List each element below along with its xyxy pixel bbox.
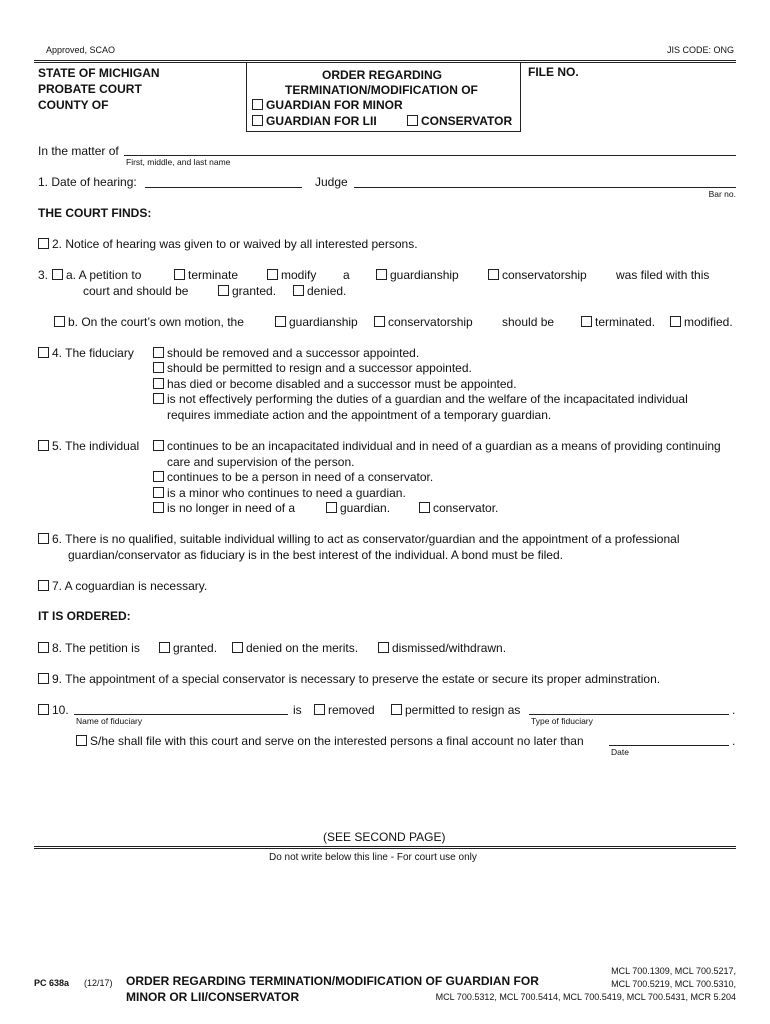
item-5-opt-2-checkbox[interactable] <box>153 471 164 482</box>
item-3a-a: a <box>343 268 350 282</box>
modified-checkbox[interactable] <box>670 316 681 327</box>
modify-checkbox[interactable] <box>267 269 278 280</box>
judge-label: Judge <box>315 175 348 189</box>
item-5-opt-2-label: continues to be a person in need of a conservator. <box>167 470 434 484</box>
item-3b-conservatorship[interactable] <box>374 315 473 329</box>
item-10-removed[interactable] <box>314 703 375 717</box>
item-8-dismissed[interactable] <box>378 641 506 655</box>
see-second-page: (SEE SECOND PAGE) <box>323 830 446 844</box>
item-3a-checkbox[interactable] <box>52 269 63 280</box>
item-3b-conservatorship-checkbox[interactable] <box>374 316 385 327</box>
item-7[interactable] <box>38 579 207 593</box>
modify-label: modify <box>281 268 317 282</box>
item-3b-checkbox[interactable] <box>54 316 65 327</box>
removed-checkbox[interactable] <box>314 704 325 715</box>
item-4-checkbox[interactable] <box>38 347 49 358</box>
item-3a-terminate[interactable] <box>174 268 238 282</box>
guardian-minor-label: GUARDIAN FOR MINOR <box>266 98 403 112</box>
header-divider-1 <box>246 62 247 132</box>
item-3b-conservatorship-label: conservatorship <box>388 315 473 329</box>
item-5-opt-4-label: is no longer in need of a <box>167 501 296 515</box>
terminated-checkbox[interactable] <box>581 316 592 327</box>
item-9-text: 9. The appointment of a special conservator is necessary to preserve the estate or secure its proper adminstration. <box>52 672 661 686</box>
item-10-permitted[interactable] <box>391 703 520 717</box>
item-10-checkbox[interactable] <box>38 704 49 715</box>
item-4-opt-2-checkbox[interactable] <box>153 362 164 373</box>
court-use-rule-1 <box>34 846 736 847</box>
item-4-text: 4. The fiduciary <box>52 346 134 360</box>
item-3a-modify[interactable] <box>267 268 316 282</box>
option-guardian-minor[interactable] <box>252 98 403 112</box>
form-title-1: ORDER REGARDING TERMINATION/MODIFICATION OF GUARDIAN FOR <box>126 974 539 988</box>
item-3b-guardianship-checkbox[interactable] <box>275 316 286 327</box>
court-county: COUNTY OF <box>38 98 109 112</box>
item-5-opt-4-guardian[interactable] <box>326 501 390 515</box>
option-conservator[interactable] <box>407 114 512 128</box>
permitted-label: permitted to resign as <box>405 703 521 717</box>
title-line-2: TERMINATION/MODIFICATION OF <box>285 83 478 97</box>
granted-checkbox[interactable] <box>218 285 229 296</box>
item-6-cont: guardian/conservator as fiduciary is in the best interest of the individual. A bond must be filed. <box>68 548 563 562</box>
form-date: (12/17) <box>84 978 113 988</box>
fiduciary-type-line[interactable] <box>529 714 729 715</box>
item-3b-modified[interactable] <box>670 315 733 329</box>
hearing-date-line[interactable] <box>145 187 302 188</box>
header-divider-2 <box>520 62 521 132</box>
matter-sub: First, middle, and last name <box>126 157 231 167</box>
item-5-opt-4-conservator[interactable] <box>419 501 498 515</box>
matter-name-line[interactable] <box>124 155 736 156</box>
account-period: . <box>732 734 736 748</box>
account-text: S/he shall file with this court and serve on the interested persons a final account no later than <box>90 734 584 748</box>
account-row[interactable] <box>76 734 584 748</box>
header-top-rule-2 <box>34 62 736 63</box>
item-2[interactable] <box>38 237 418 251</box>
item-5-opt-1-label: continues to be an incapacitated individual and in need of a guardian as a means of providing continuing <box>167 439 721 453</box>
mcl-line-1: MCL 700.1309, MCL 700.5217, <box>611 966 736 976</box>
item-6[interactable] <box>38 532 680 546</box>
item-6-checkbox[interactable] <box>38 533 49 544</box>
item-5-conservator-label: conservator. <box>433 501 499 515</box>
court-use-note: Do not write below this line - For court use only <box>269 852 477 863</box>
item-3b-text: b. On the court’s own motion, the <box>68 315 244 329</box>
terminate-label: terminate <box>188 268 239 282</box>
guardianship-checkbox[interactable] <box>376 269 387 280</box>
item-3a-granted[interactable] <box>218 284 276 298</box>
item-6-text: 6. There is no qualified, suitable individual willing to act as conservator/guardian and the appointment of a professional <box>52 532 680 546</box>
item-5-opt-4-checkbox[interactable] <box>153 502 164 513</box>
item-3a[interactable] <box>52 268 141 282</box>
item-5-opt-1-checkbox[interactable] <box>153 440 164 451</box>
mcl-line-3: MCL 700.5312, MCL 700.5414, MCL 700.5419, MCL 700.5431, MCR 5.204 <box>435 992 736 1002</box>
matter-label: In the matter of <box>38 144 119 158</box>
guardianship-label: guardianship <box>390 268 459 282</box>
fiduciary-type-sub: Type of fiduciary <box>531 716 593 726</box>
item-8-dismissed-label: dismissed/withdrawn. <box>392 641 507 655</box>
item-3a-guardianship[interactable] <box>376 268 459 282</box>
conservator-label: CONSERVATOR <box>421 114 513 128</box>
item-4-opt-3[interactable] <box>153 377 517 391</box>
header-bottom-rule <box>246 131 520 132</box>
item-10[interactable] <box>38 703 69 717</box>
file-no-label: FILE NO. <box>528 65 579 79</box>
item-3-prefix: 3. <box>38 268 49 282</box>
item-3b-guardianship-label: guardianship <box>289 315 358 329</box>
account-checkbox[interactable] <box>76 735 87 746</box>
item-3a-denied[interactable] <box>293 284 346 298</box>
conservatorship-label: conservatorship <box>502 268 587 282</box>
terminated-label: terminated. <box>595 315 656 329</box>
item-7-text: 7. A coguardian is necessary. <box>52 579 208 593</box>
granted-label: granted. <box>232 284 277 298</box>
court-finds-heading: THE COURT FINDS: <box>38 206 152 220</box>
fiduciary-name-line[interactable] <box>74 714 288 715</box>
item-3a-text: a. A petition to <box>66 268 142 282</box>
modified-label: modified. <box>684 315 733 329</box>
court-state: STATE OF MICHIGAN <box>38 66 160 80</box>
fiduciary-name-sub: Name of fiduciary <box>76 716 143 726</box>
guardian-minor-checkbox[interactable] <box>252 99 263 110</box>
bar-no-label: Bar no. <box>708 189 736 199</box>
item-7-checkbox[interactable] <box>38 580 49 591</box>
item-5-checkbox[interactable] <box>38 440 49 451</box>
item-4-cont: requires immediate action and the appointment of a temporary guardian. <box>167 408 552 422</box>
ordered-heading: IT IS ORDERED: <box>38 609 131 623</box>
item-5-opt-2[interactable] <box>153 470 433 484</box>
jis-code: JIS CODE: ONG <box>666 45 734 55</box>
approved-label: Approved, SCAO <box>46 45 116 55</box>
item-9[interactable] <box>38 672 660 686</box>
conservator-checkbox[interactable] <box>407 115 418 126</box>
item-4[interactable] <box>38 346 134 360</box>
item-8-granted[interactable] <box>159 641 217 655</box>
item-4-opt-2[interactable] <box>153 361 472 375</box>
permitted-checkbox[interactable] <box>391 704 402 715</box>
item-5-opt-1[interactable] <box>153 439 721 453</box>
item-3a-line2: court and should be <box>83 284 189 298</box>
court-use-rule-2 <box>34 848 736 849</box>
account-date-line[interactable] <box>609 745 729 746</box>
terminate-checkbox[interactable] <box>174 269 185 280</box>
item-4-opt-3-label: has died or become disabled and a successor must be appointed. <box>167 377 517 391</box>
item-4-opt-4-checkbox[interactable] <box>153 393 164 404</box>
item-5-opt-4[interactable] <box>153 501 295 515</box>
item-8-denied-checkbox[interactable] <box>232 642 243 653</box>
form-id: PC 638a <box>34 978 70 988</box>
item-5-conservator-checkbox[interactable] <box>419 502 430 513</box>
item-3b-guardianship[interactable] <box>275 315 358 329</box>
header-top-rule <box>34 60 736 61</box>
item-2-checkbox[interactable] <box>38 238 49 249</box>
item-5-opt-1-cont: care and supervision of the person. <box>167 455 355 469</box>
item-10-is: is <box>293 703 302 717</box>
item-4-opt-2-label: should be permitted to resign and a successor appointed. <box>167 361 472 375</box>
item-4-opt-3-checkbox[interactable] <box>153 378 164 389</box>
item-8-denied[interactable] <box>232 641 358 655</box>
item-8-granted-label: granted. <box>173 641 218 655</box>
item-4-opt-4-label: is not effectively performing the duties of a guardian and the welfare of the incapacitated individual <box>167 392 688 406</box>
item-8-dismissed-checkbox[interactable] <box>378 642 389 653</box>
denied-checkbox[interactable] <box>293 285 304 296</box>
item-8-granted-checkbox[interactable] <box>159 642 170 653</box>
item-5[interactable] <box>38 439 139 453</box>
item-8[interactable] <box>38 641 140 655</box>
court-info <box>38 65 160 113</box>
guardian-lii-checkbox[interactable] <box>252 115 263 126</box>
item-10-period: . <box>732 703 736 717</box>
judge-line[interactable] <box>354 187 736 188</box>
item-5-guardian-checkbox[interactable] <box>326 502 337 513</box>
item-5-text: 5. The individual <box>52 439 140 453</box>
item-5-opt-3[interactable] <box>153 486 406 500</box>
denied-label: denied. <box>307 284 347 298</box>
conservatorship-checkbox[interactable] <box>488 269 499 280</box>
item-3a-filed: was filed with this <box>616 268 710 282</box>
item-4-opt-4[interactable] <box>153 392 688 406</box>
option-guardian-lii[interactable] <box>252 114 377 128</box>
item-2-text: 2. Notice of hearing was given to or waived by all interested persons. <box>52 237 418 251</box>
item-5-opt-3-checkbox[interactable] <box>153 487 164 498</box>
item-8-denied-label: denied on the merits. <box>246 641 359 655</box>
item-3b-terminated[interactable] <box>581 315 655 329</box>
item-9-checkbox[interactable] <box>38 673 49 684</box>
mcl-line-2: MCL 700.5219, MCL 700.5310, <box>611 979 736 989</box>
item-3a-conservatorship[interactable] <box>488 268 587 282</box>
hearing-label: 1. Date of hearing: <box>38 175 137 189</box>
guardian-lii-label: GUARDIAN FOR LII <box>266 114 377 128</box>
item-3b[interactable] <box>54 315 244 329</box>
item-3b-shouldbe: should be <box>502 315 555 329</box>
item-5-opt-3-label: is a minor who continues to need a guardian. <box>167 486 406 500</box>
item-8-text: 8. The petition is <box>52 641 140 655</box>
title-line-1: ORDER REGARDING <box>322 68 443 82</box>
item-4-opt-1-label: should be removed and a successor appointed. <box>167 346 420 360</box>
item-4-opt-1-checkbox[interactable] <box>153 347 164 358</box>
removed-label: removed <box>328 703 375 717</box>
form-title-2: MINOR OR LII/CONSERVATOR <box>126 990 300 1004</box>
account-date-sub: Date <box>611 747 629 757</box>
item-10-text: 10. <box>52 703 69 717</box>
item-4-opt-1[interactable] <box>153 346 419 360</box>
item-8-checkbox[interactable] <box>38 642 49 653</box>
item-5-guardian-label: guardian. <box>340 501 391 515</box>
court-type: PROBATE COURT <box>38 82 142 96</box>
